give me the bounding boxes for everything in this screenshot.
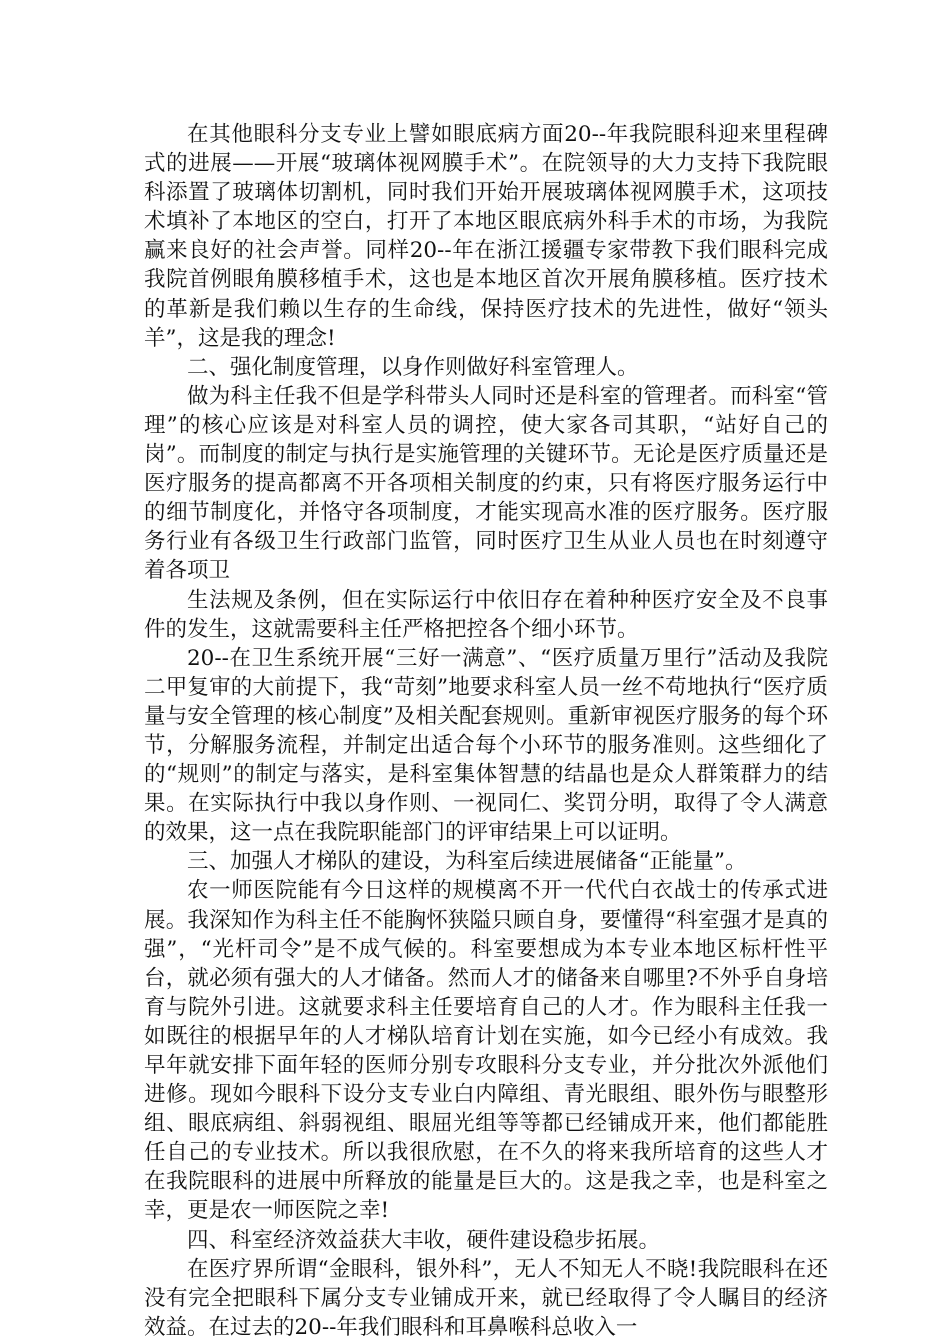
section-heading-management: 二、强化制度管理，以身作则做好科室管理人。 [187,354,639,380]
paragraph-quality-campaign: 20--在卫生系统开展“三好一满意”、“医疗质量万里行”活动及我院二甲复审的大前提下，我“苛刻”地要求科室人员一丝不苟地执行“医疗质量与安全管理的核心制度”及相关配套规则。重新审视医疗服务的每个环节，分解服务流程，并制定出适合每个小环节的服务准则。这些细化了的“规则”的制定与落实，是科室集体智慧的结晶也是众人群策群力的结果。在实际执行中我以身作则、一视同仁、奖罚分明，取得了令人满意的效果，这一点在我院职能部门的评审结果上可以证明。 [144,645,828,846]
paragraph-retina-surgery: 在其他眼科分支专业上譬如眼底病方面20--年我院眼科迎来里程碑式的进展——开展“玻璃体视网膜手术”。在院领导的大力支持下我院眼科添置了玻璃体切割机，同时我们开始开展玻璃体视网膜手术，这项技术填补了本地区的空白，打开了本地区眼底病外科手术的市场，为我院赢来良好的社会声誉。同样20--年在浙江援疆专家带教下我们眼科完成我院首例眼角膜移植手术，这也是本地区首次开展角膜移植。医疗技术的革新是我们赖以生存的生命线，保持医疗技术的先进性，做好“领头羊”，这是我的理念! [144,122,828,351]
paragraph-management: 做为科主任我不但是学科带头人同时还是科室的管理者。而科室“管理”的核心应该是对科室人员的调控，使大家各司其职，“站好自己的岗”。而制度的制定与执行是实施管理的关键环节。无论是医疗质量还是医疗服务的提高都离不开各项相关制度的约束，只有将医疗服务运行中的细节制度化，并恪守各项制度，才能实现高水准的医疗服务。医疗服务行业有各级卫生行政部门监管，同时医疗卫生从业人员也在时刻遵守着各项卫 [144,383,828,584]
document-body [144,120,828,1342]
paragraph-economics: 在医疗界所谓“金眼科，银外科”，无人不知无人不晓!我院眼科在还没有完全把眼科下属分支专业铺成开来，就已经取得了令人瞩目的经济效益。在过去的20--年我们眼科和耳鼻喉科总收入一 [144,1256,828,1340]
section-heading-economics: 四、科室经济效益获大丰收，硬件建设稳步拓展。 [187,1227,661,1253]
paragraph-regulations: 生法规及条例，但在实际运行中依旧存在着种种医疗安全及不良事件的发生，这就需要科主任严格把控各个细小环节。 [144,587,828,642]
section-heading-talent: 三、加强人才梯队的建设，为科室后续进展储备“正能量”。 [187,849,747,875]
paragraph-talent: 农一师医院能有今日这样的规模离不开一代代白衣战士的传承式进展。我深知作为科主任不能胸怀狭隘只顾自身，要懂得“科室强才是真的强”，“光杆司令”是不成气候的。科室要想成为本专业本地区标杆性平台，就必须有强大的人才储备。然而人才的储备来自哪里?不外乎自身培育与院外引进。这就要求科主任要培育自己的人才。作为眼科主任我一如既往的根据早年的人才梯队培育计划在实施，如今已经小有成效。我早年就安排下面年轻的医师分别专攻眼科分支专业，并分批次外派他们进修。现如今眼科下设分支专业白内障组、青光眼组、眼外伤与眼整形组、眼底病组、斜弱视组、眼屈光组等等都已经铺成开来，他们都能胜任自己的专业技术。所以我很欣慰，在不久的将来我所培育的这些人才在我院眼科的进展中所释放的能量是巨大的。这是我之幸，也是科室之幸，更是农一师医院之幸! [144,878,828,1224]
